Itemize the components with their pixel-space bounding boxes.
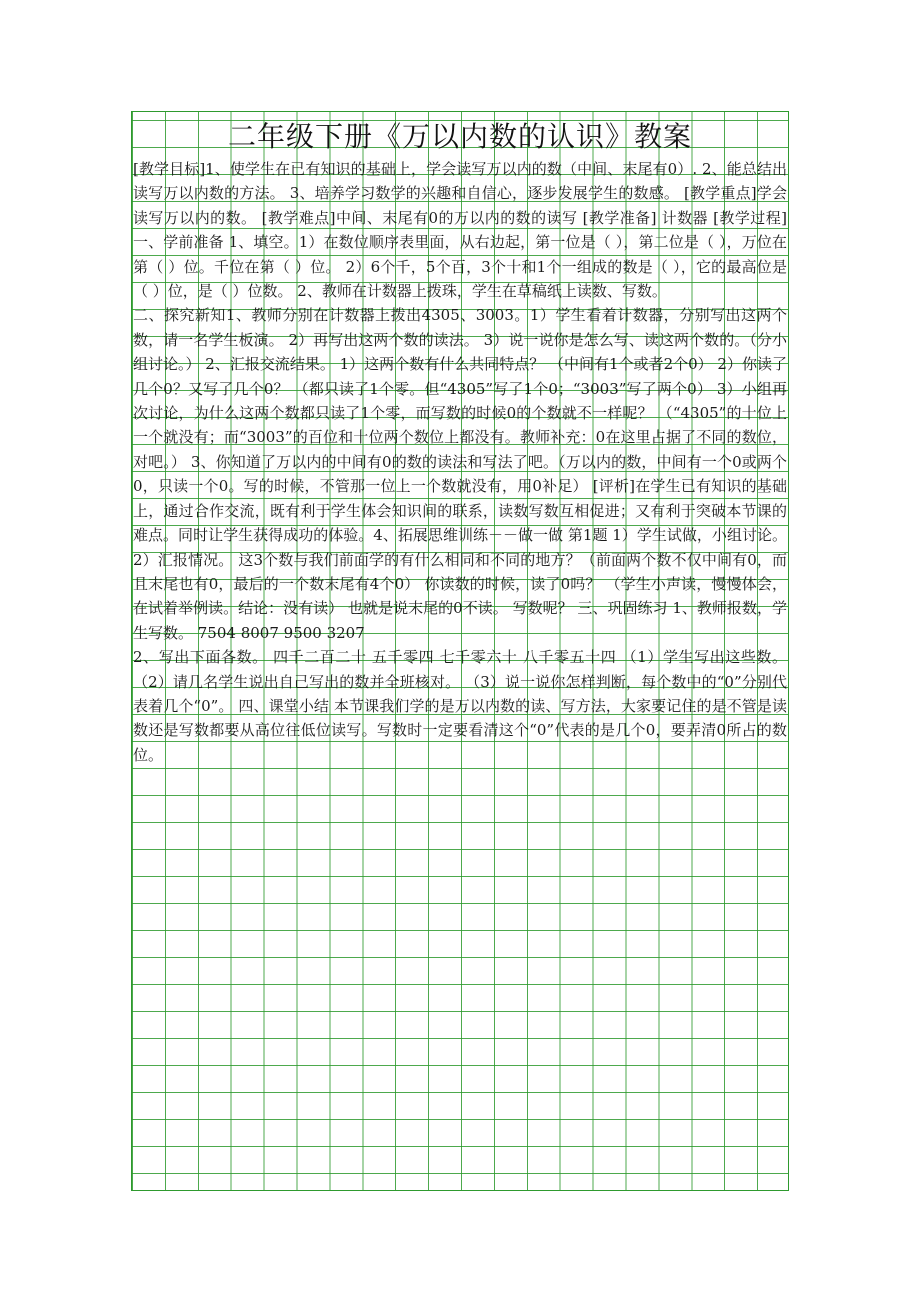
- paragraph-exploration: 二、探究新知1、教师分别在计数器上拨出4305、3003。1）学生看着计数器，分别写出这两个数，请一名学生板演。 2）再写出这两个数的读法。 3）说一说你是怎么写、读这两个数的。（分小组讨论。） 2、汇报交流结果。 1）这两个数有什么共同特点？ （中间有1个或者2个0） 2）你读了几个0？又写了几个0？ （都只读了1个零。但“4305”写了1个0；“3003”写了两个0） 3）小组再次讨论，为什么这两个数都只读了1个零，而写数的时候0的个数就不一样呢？ （“4305”的十位上一个就没有；而“3003”的百位和十位两个数位上都没有。教师补充：0在这里占据了不同的数位，对吧。） 3、你知道了万以内的中间有0的数的读法和写法了吧。（万以内的数，中间有一个0或两个0，只读一个0。写的时候，不管那一位上一个数就没有，用0补足） [评析]在学生已有知识的基础上，通过合作交流，既有利于学生体会知识间的联系，读数写数互相促进；又有利于突破本节课的难点。同时让学生获得成功的体验。4、拓展思维训练－－做一做 第1题 1）学生试做，小组讨论。 2）汇报情况。 这3个数与我们前面学的有什么相同和不同的地方？（前面两个数不仅中间有0，而且末尾也有0，最后的一个数末尾有4个0） 你读数的时候，读了0吗？ （学生小声读，慢慢体会，在试着举例读。结论：没有读） 也就是说末尾的0不读。 写数呢？ 三、巩固练习 1、教师报数，学生写数。 7504 8007 9500 3207: [133, 306, 787, 642]
- lesson-plan-document: [131, 111, 789, 767]
- paragraph-objectives: [教学目标]1、使学生在已有知识的基础上，学会读写万以内的数（中间、末尾有0）. 2、能总结出读写万以内数的方法。 3、培养学习数学的兴趣和自信心，逐步发展学生的数感。 [教学重点]学会读写万以内的数。 [教学难点]中间、末尾有0的万以内的数的读写 [教学准备] 计数器 [教学过程] 一、学前准备 1、填空。1）在数位顺序表里面，从右边起，第一位是（ ），第二位是（ ），万位在第（ ）位。千位在第（ ）位。 2）6个千，5个百，3个十和1个一组成的数是（ ），它的最高位是（ ）位，是（ ）位数。 2、教师在计数器上拨珠，学生在草稿纸上读数、写数。: [133, 160, 787, 301]
- paragraph-practice-summary: 2、写出下面各数。 四千二百二十 五千零四 七千零六十 八千零五十四 （1）学生写出这些数。 （2）请几名学生说出自己写出的数并全班核对。 （3）说一说你怎样判断，每个数中的“0”分别代表着几个“0”。 四、课堂小结 本节课我们学的是万以内数的读、写方法，大家要记住的是不管是读数还是写数都要从高位往低位读写。写数时一定要看清这个“0”代表的是几个0，要弄清0所占的数位。: [133, 648, 787, 764]
- document-title: 二年级下册《万以内数的认识》教案: [227, 120, 692, 153]
- document-body: [133, 157, 787, 767]
